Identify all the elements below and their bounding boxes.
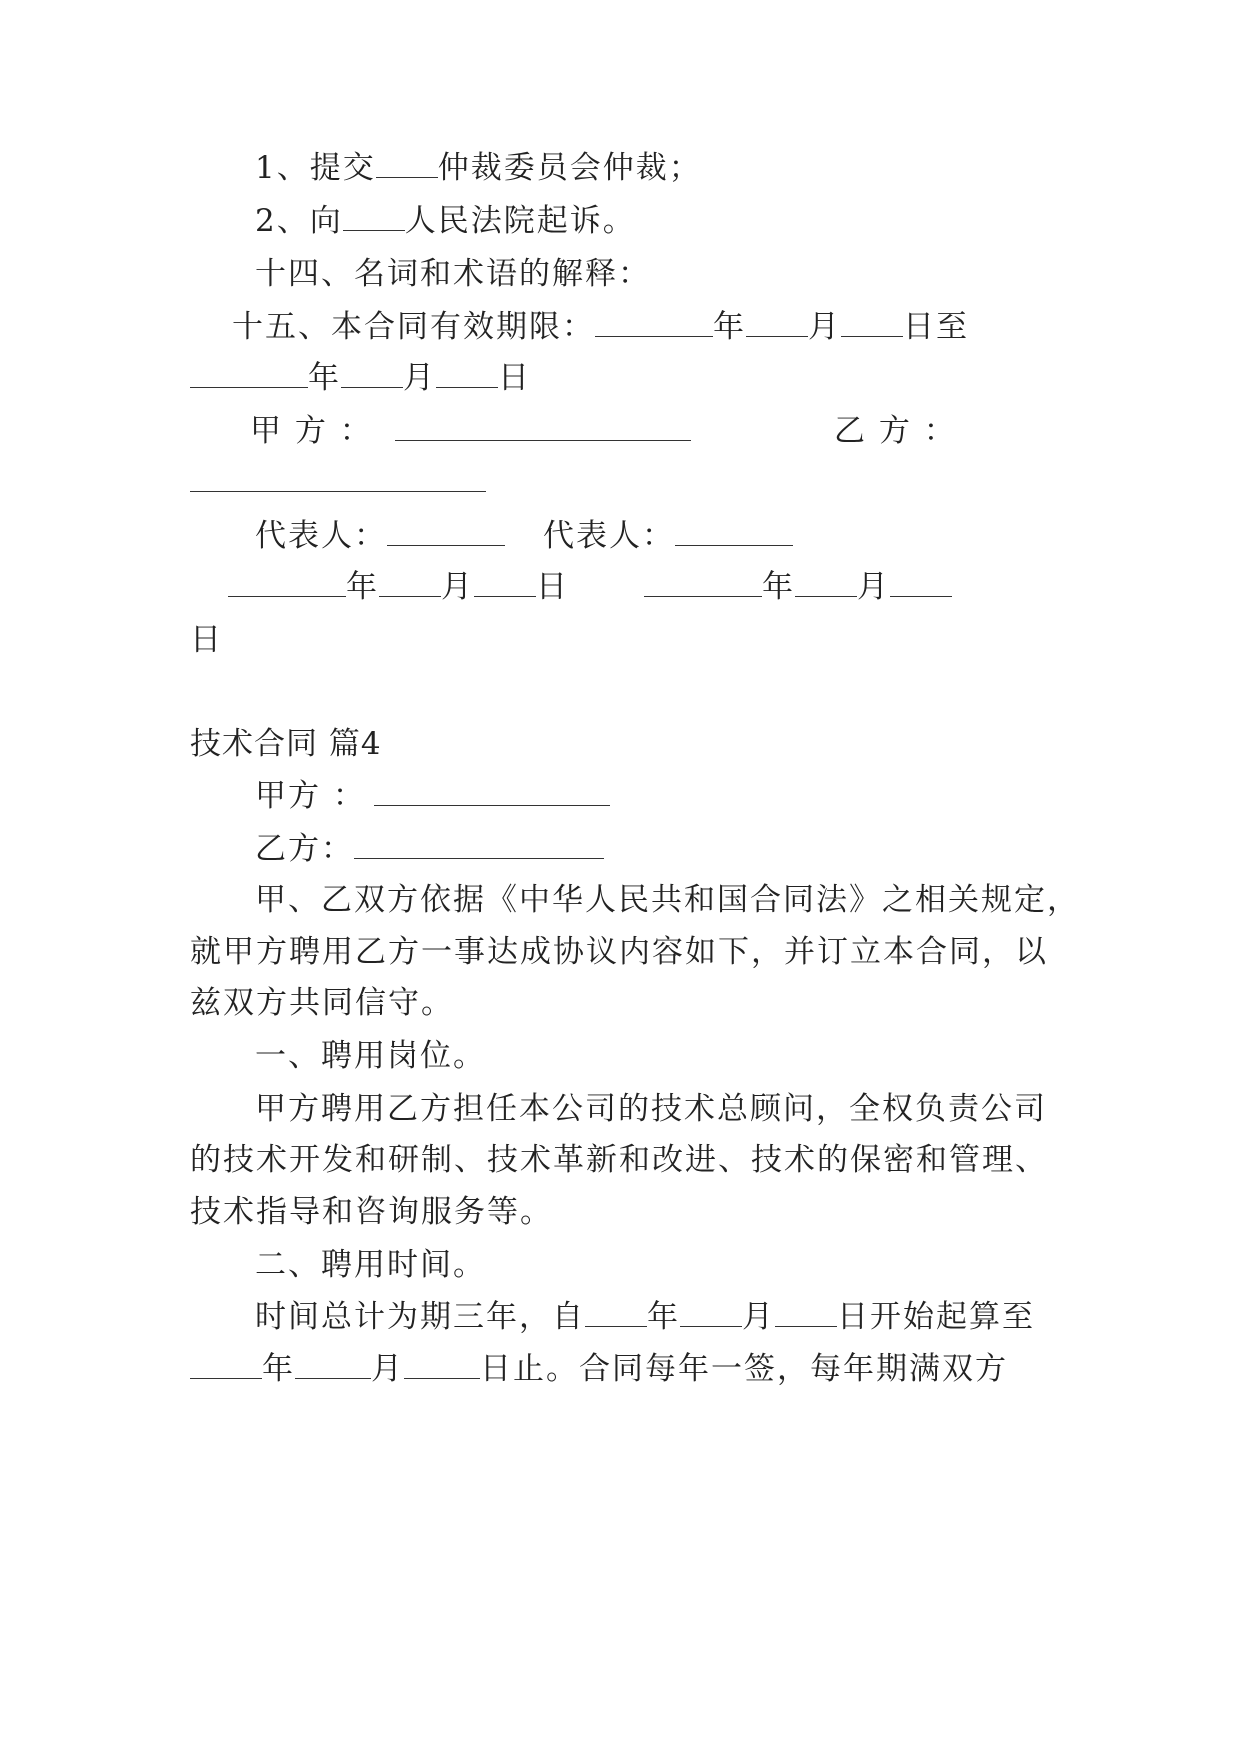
blank-field bbox=[675, 519, 793, 546]
unit-text: 日 bbox=[498, 360, 531, 396]
unit-text: 年 bbox=[762, 569, 795, 605]
party-a-label: 甲 方 ： bbox=[250, 413, 373, 449]
party-b-line bbox=[190, 462, 1050, 502]
paragraph-line bbox=[190, 1349, 1050, 1389]
clause-15 bbox=[232, 307, 1092, 347]
blank-field bbox=[190, 465, 486, 492]
unit-text: 月 bbox=[371, 1351, 404, 1387]
party-b-line-2 bbox=[255, 829, 1115, 869]
item-text: 1、提交 bbox=[255, 150, 376, 186]
unit-text: 月 bbox=[742, 1299, 775, 1335]
blank-field bbox=[890, 570, 952, 597]
representative-b bbox=[543, 516, 903, 556]
blank-field bbox=[474, 570, 536, 597]
signature-date-b-day: 日 bbox=[190, 622, 223, 658]
unit-text: 年 bbox=[308, 360, 341, 396]
blank-field bbox=[295, 1352, 371, 1379]
section-heading: 技术合同 篇4 bbox=[190, 726, 382, 762]
blank-field bbox=[595, 310, 713, 337]
blank-field bbox=[395, 414, 691, 441]
unit-text: 日 bbox=[536, 569, 569, 605]
blank-field bbox=[746, 310, 808, 337]
section-title: 一、聘用岗位。 bbox=[255, 1038, 486, 1074]
blank-field bbox=[343, 204, 405, 231]
blank-field bbox=[374, 779, 610, 806]
blank-field bbox=[354, 832, 604, 859]
unit-text: 月 bbox=[441, 569, 474, 605]
paragraph-line bbox=[255, 1297, 1115, 1337]
rep-label: 代表人： bbox=[255, 518, 387, 554]
item-text: 2、向 bbox=[255, 203, 343, 239]
clause-15-end-date bbox=[190, 358, 1050, 398]
party-a-label: 甲方 ： bbox=[255, 778, 366, 814]
party-a-line bbox=[255, 776, 1115, 816]
unit-text: 日至 bbox=[903, 309, 969, 345]
dispute-item-1 bbox=[255, 148, 1115, 188]
party-b-label: 乙方： bbox=[255, 831, 354, 867]
item-text: 人民法院起诉。 bbox=[404, 203, 636, 239]
blank-field bbox=[680, 1300, 742, 1327]
blank-field bbox=[775, 1300, 837, 1327]
blank-field bbox=[644, 570, 762, 597]
paragraph-text: 日开始起算至 bbox=[837, 1299, 1035, 1335]
paragraph-line: 甲方聘用乙方担任本公司的技术总顾问，全权负责公司 bbox=[255, 1091, 1047, 1127]
unit-text: 月 bbox=[857, 569, 890, 605]
blank-field bbox=[841, 310, 903, 337]
blank-field bbox=[379, 570, 441, 597]
unit-text: 月 bbox=[403, 360, 436, 396]
clause-14: 十四、名词和术语的解释： bbox=[255, 256, 651, 292]
blank-field bbox=[190, 361, 308, 388]
intro-paragraph-line: 甲、乙双方依据《中华人民共和国合同法》之相关规定， bbox=[255, 882, 1080, 918]
blank-field bbox=[228, 570, 346, 597]
blank-field bbox=[436, 361, 498, 388]
paragraph-line: 的技术开发和研制、技术革新和改进、技术的保密和管理、 bbox=[190, 1142, 1048, 1178]
signature-party-b: 乙 方 ： bbox=[834, 413, 957, 449]
section-title: 二、聘用时间。 bbox=[255, 1247, 486, 1283]
blank-field bbox=[404, 1352, 480, 1379]
signature-date-b bbox=[644, 567, 1044, 607]
paragraph-text: 时间总计为期三年，自 bbox=[255, 1299, 585, 1335]
blank-field bbox=[387, 519, 505, 546]
blank-field bbox=[585, 1300, 647, 1327]
unit-text: 年 bbox=[262, 1351, 295, 1387]
intro-paragraph-line: 就甲方聘用乙方一事达成协议内容如下，并订立本合同，以 bbox=[190, 934, 1048, 970]
clause-text: 十五、本合同有效期限： bbox=[232, 309, 595, 345]
unit-text: 年 bbox=[346, 569, 379, 605]
intro-paragraph-line: 兹双方共同信守。 bbox=[190, 985, 454, 1021]
paragraph-line: 技术指导和咨询服务等。 bbox=[190, 1194, 553, 1230]
blank-field bbox=[190, 1352, 262, 1379]
unit-text: 年 bbox=[713, 309, 746, 345]
item-text: 仲裁委员会仲裁； bbox=[437, 150, 702, 186]
dispute-item-2 bbox=[255, 201, 1115, 241]
paragraph-text: 日止。合同每年一签，每年期满双方 bbox=[480, 1351, 1008, 1387]
unit-text: 月 bbox=[808, 309, 841, 345]
unit-text: 年 bbox=[647, 1299, 680, 1335]
signature-date-a bbox=[228, 567, 628, 607]
blank-field bbox=[795, 570, 857, 597]
blank-field bbox=[376, 151, 438, 178]
rep-label: 代表人： bbox=[543, 518, 675, 554]
blank-field bbox=[341, 361, 403, 388]
